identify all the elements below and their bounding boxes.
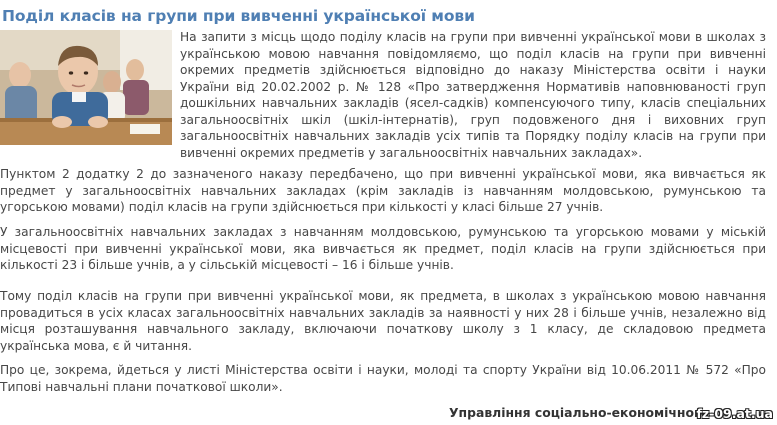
article-signature: Управління соціально-економічного xyxy=(448,405,709,420)
article-photo xyxy=(0,30,172,145)
article-paragraph: Пунктом 2 додатку 2 до зазначеного наказу передбачено, що при вивченні української мови, яка вивчається як предмет у загальноосвітніх навчальних закладах (крім закладів із навчанням молдовською, румунською та угорською мовами) поділ класів на групи здійснюється при кількості у класі більше 27 учнів. xyxy=(0,167,766,214)
article-paragraph: На запити з місць щодо поділу класів на групи при вивченні української мови в школах з українською мовою навчання повідомляємо, що поділ класів на групи при вивченні окремих предметів здійснюється відповідно до наказу Міністерства освіти і науки України від 20.02.2002 р. № 128 «Про затвердження Нормативів наповнюваності груп дошкільних навчальних закладів (ясел-садків) компенсуючого типу, класів спеціальних загальноосвітніх шкіл (шкіл-інтернатів), груп подовженого дня і виховних груп загальноосвітніх навчальних закладів усіх типів та Порядку поділу класів на групи при вивченні окремих предметів у загальноосвітніх навчальних закладах». xyxy=(180,30,766,160)
article-paragraph: Про це, зокрема, йдеться у листі Міністерства освіти і науки, молоді та спорту України від 10.06.2011 № 572 «Про Типові навчальні плани початкової школи». xyxy=(0,363,766,394)
article-paragraph: Тому поділ класів на групи при вивченні української мови, як предмета, в школах з українською мовою навчання провадиться в усіх класах загальноосвітніх навчальних закладів за наявності у них 28 і більше учнів, незалежно від місця розташування навчального закладу, включаючи початкову школу з 1 класу, де складовою предмета українська мова, є й читання. xyxy=(0,289,766,353)
article-paragraph: У загальноосвітніх навчальних закладах з навчанням молдовською, румунською та угорською мовами у міській місцевості при вивченні української мови, яка вивчається як предмет, поділ класів на групи здійснюється при кількості 23 і більше учнів, а у сільській місцевості – 16 і більше учнів. xyxy=(0,225,766,272)
site-watermark: fz-09.at.ua xyxy=(696,406,773,421)
article-title: Поділ класів на групи при вивченні української мови xyxy=(2,7,475,25)
